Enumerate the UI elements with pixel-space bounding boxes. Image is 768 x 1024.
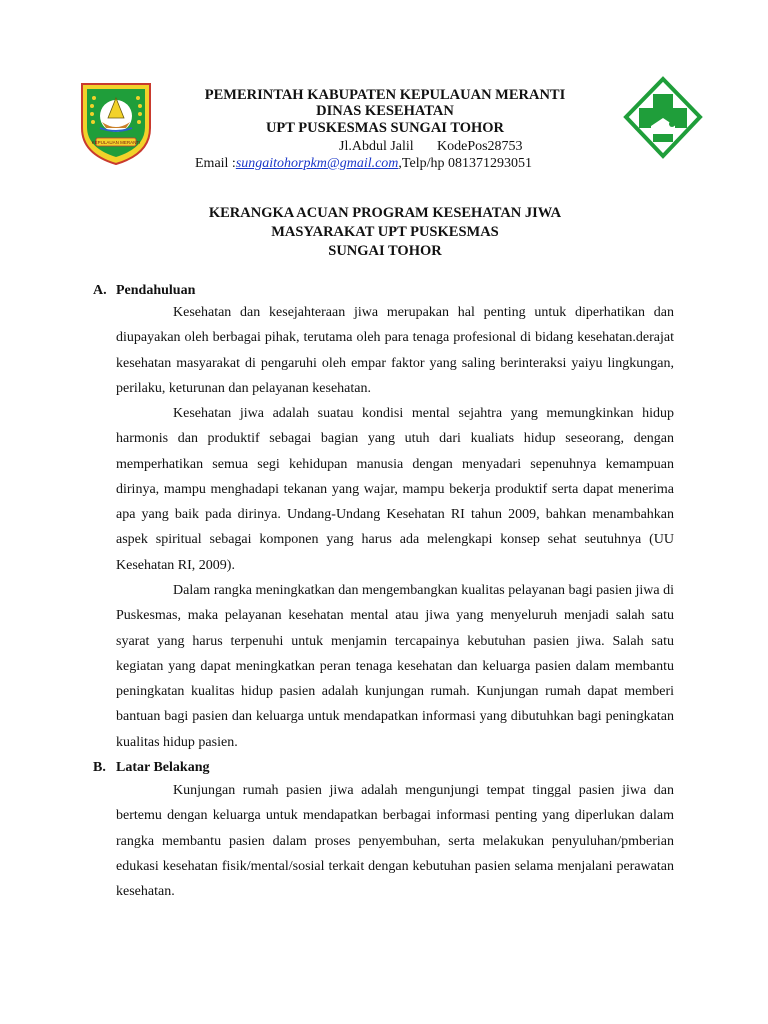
document-title-line-3: SUNGAI TOHOR bbox=[328, 243, 442, 259]
section-letter: A. bbox=[93, 283, 107, 298]
paragraph: Kesehatan dan kesejahteraan jiwa merupakan hal penting untuk diperhatikan dan diupayakan oleh berbagai pihak, terutama oleh para tenaga profesional di bidang kesehatan.derajat kesehatan masyarakat di pengaruhi oleh empar faktor yang saling berinteraksi yaiyu lingkungan, perilaku, keturunan dan pelayanan kesehatan. bbox=[116, 305, 674, 396]
section-title: Latar Belakang bbox=[116, 760, 210, 775]
email-label: Email : bbox=[195, 156, 236, 171]
email-link[interactable]: sungaitohorpkm@gmail.com bbox=[235, 156, 399, 171]
section-letter: B. bbox=[93, 760, 106, 775]
section-title: Pendahuluan bbox=[116, 283, 196, 298]
letterhead-department-name: DINAS KESEHATAN bbox=[316, 103, 454, 119]
letterhead-puskesmas-name: UPT PUSKESMAS SUNGAI TOHOR bbox=[265, 120, 505, 136]
document-title-line-1: KERANGKA ACUAN PROGRAM KESEHATAN JIWA bbox=[208, 205, 562, 221]
paragraph: Kesehatan jiwa adalah suatau kondisi mental sejahtra yang memungkinkan hidup harmonis dan produktif sebagai bagian yang utuh dari kualiats hidup seseorang, dengan memperhatikan semua segi kehidupan manusia dengan menyadari sepenuhnya kemampuan dirinya, mampu menghadapi tekanan yang wajar, mampu bekerja produktif serta dapat menerima apa yang baik pada dirinya. Undang-Undang Kesehatan RI tahun 2009, bahkan menambahkan aspek spiritual sebagai komponen yang harus ada melengkapi konsep sehat seutuhnya (UU Kesehatan RI, 2009). bbox=[116, 406, 674, 573]
phone-text: ,Telp/hp 081371293051 bbox=[398, 156, 532, 171]
letterhead-street: Jl.Abdul Jalil bbox=[339, 139, 414, 154]
document-title-line-2: MASYARAKAT UPT PUSKESMAS bbox=[271, 224, 499, 240]
letterhead-government-name: PEMERINTAH KABUPATEN KEPULAUAN MERANTI bbox=[204, 87, 566, 103]
section-heading-latar-belakang bbox=[93, 759, 209, 776]
regency-emblem-icon bbox=[76, 76, 156, 166]
letterhead-contact-line bbox=[195, 155, 532, 172]
paragraph: Kunjungan rumah pasien jiwa adalah mengunjungi tempat tinggal pasien jiwa dan bertemu dengan keluarga untuk mendapatkan berbagai informasi penting yang diperlukan dalam rangka membantu pasien dalam proses penyembuhan, serta melakukan penyuluhan/pmberian edukasi kesehatan fisik/mental/sosial terkait dengan kebutuhan pasien selama menjalani perawatan kesehatan. bbox=[116, 783, 674, 900]
paragraph: Dalam rangka meningkatkan dan mengembangkan kualitas pelayanan bagi pasien jiwa di Puskesmas, maka pelayanan kesehatan mental atau jiwa yang menyeluruh menjadi salah satu syarat yang harus terpenuhi untuk menjamin tercapainya kebutuhan pasien jiwa. Salah satu kegiatan yang dapat meningkatkan peran tenaga kesehatan dan keluarga pasien dalam membantu peningkatan kualitas hidup pasien adalah kunjungan rumah. Kunjungan rumah dapat memberi bantuan bagi pasien dan keluarga untuk mendapatkan informasi yang dibutuhkan bagi peningkatan kualitas hidup pasien. bbox=[116, 583, 674, 750]
section-heading-pendahuluan bbox=[93, 282, 195, 299]
puskesmas-logo-icon bbox=[623, 76, 703, 162]
svg-text:KEPULAUAN MERANTI: KEPULAUAN MERANTI bbox=[91, 140, 141, 145]
letterhead-postal-code: KodePos28753 bbox=[437, 139, 523, 154]
